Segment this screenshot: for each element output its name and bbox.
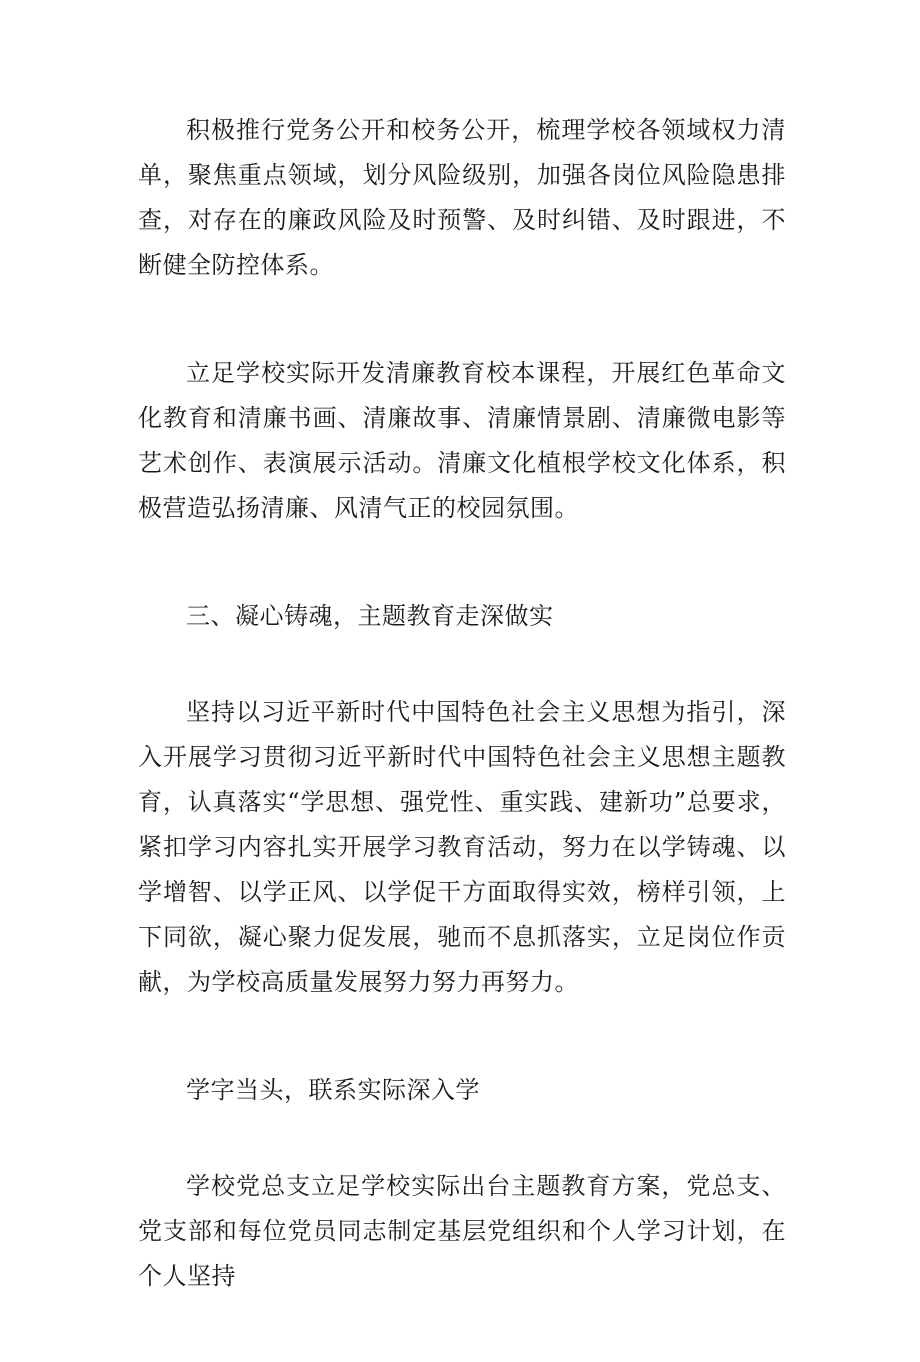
- paragraph-theme-education: 坚持以习近平新时代中国特色社会主义思想为指引，深入开展学习贯彻习近平新时代中国特色社会主义思想主题教育，认真落实“学思想、强党性、重实践、建新功”总要求，紧扣学习内容扎实开展学习教育活动，努力在以学铸魂、以学增智、以学正风、以学促干方面取得实效，榜样引领，上下同欲，凝心聚力促发展，驰而不息抓落实，立足岗位作贡献，为学校高质量发展努力努力再努力。: [138, 698, 786, 996]
- paragraph-integrity-culture: 立足学校实际开发清廉教育校本课程，开展红色革命文化教育和清廉书画、清廉故事、清廉情景剧、清廉微电影等艺术创作、表演展示活动。清廉文化植根学校文化体系，积极营造弘扬清廉、风清气正的校园氛围。: [138, 359, 786, 522]
- section-heading-3: 三、凝心铸魂，主题教育走深做实: [186, 602, 554, 630]
- document-body: [138, 108, 786, 1362]
- subheading-study: 学字当头，联系实际深入学: [186, 1076, 480, 1104]
- paragraph-transparency: 积极推行党务公开和校务公开，梳理学校各领域权力清单，聚焦重点领域，划分风险级别，加强各岗位风险隐患排查，对存在的廉政风险及时预警、及时纠错、及时跟进，不断健全防控体系。: [138, 116, 786, 279]
- paragraph-study-plan: 学校党总支立足学校实际出台主题教育方案，党总支、党支部和每位党员同志制定基层党组织和个人学习计划，在个人坚持: [138, 1172, 786, 1290]
